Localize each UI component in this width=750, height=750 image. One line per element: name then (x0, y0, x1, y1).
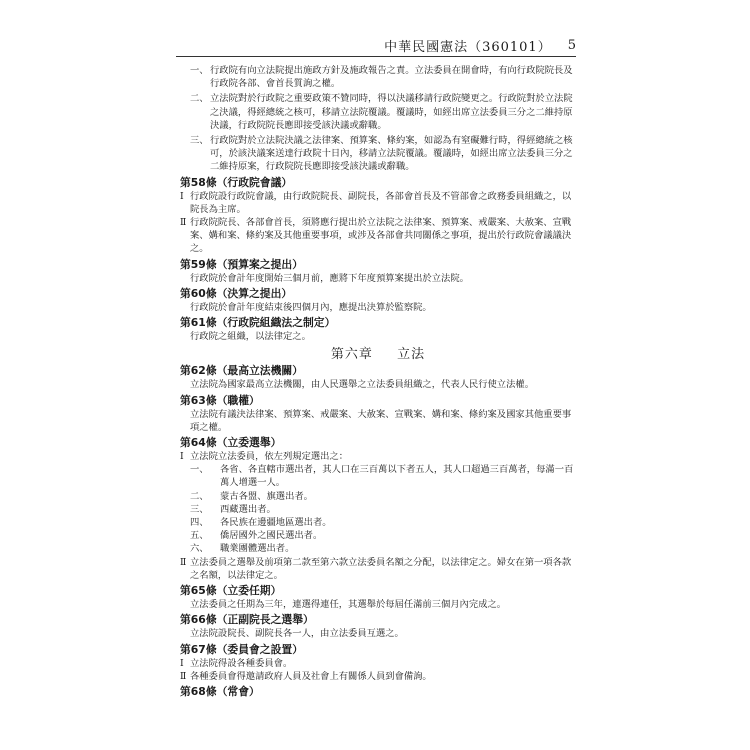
page-number: 5 (567, 37, 576, 53)
list-item (180, 542, 576, 555)
article-65-text: 立法委員之任期為三年，連選得連任，其選舉於每屆任滿前三個月內完成之。 (190, 599, 507, 611)
page-header (176, 34, 576, 57)
chapter-heading (180, 348, 576, 361)
article-63-text: 立法院有議決法律案、預算案、戒嚴案、大赦案、宣戰案、媾和案、條約案及國家其他重要事項之權。 (190, 408, 572, 433)
list-item (180, 92, 576, 132)
list-item (180, 463, 576, 489)
list-item (180, 516, 576, 529)
article-68-title: 第68條（常會） (180, 684, 260, 698)
paragraph-mark: Ⅰ (180, 451, 184, 463)
item-text: 各民族在邊疆地區選出者。 (220, 517, 332, 529)
paragraph-mark: Ⅱ (180, 217, 187, 229)
item-number: 一、 (190, 464, 209, 476)
article-59-title: 第59條（預算案之提出） (180, 257, 303, 271)
article-62-text: 立法院為國家最高立法機關，由人民選舉之立法委員組織之，代表人民行使立法權。 (190, 379, 534, 391)
paragraph-mark: Ⅰ (180, 657, 184, 669)
paragraph (180, 556, 576, 582)
item-number: 三、 (190, 135, 209, 147)
paragraph (180, 190, 576, 216)
item-text: 僑居國外之國民選出者。 (220, 530, 323, 542)
paragraph (180, 670, 576, 683)
article-63-title: 第63條（職權） (180, 393, 260, 407)
paragraph-text: 行政院院長、各部會首長，須將應行提出於立法院之法律案、預算案、戒嚴案、大赦案、宣戰案、媾和案、條約案及其他重要事項，或涉及各部會共同關係之事項，提出於行政院會議議決之。 (190, 217, 572, 255)
chapter-label: 第六章 (330, 347, 373, 363)
item-number: 五、 (190, 530, 209, 542)
paragraph (180, 216, 576, 256)
article-67-title: 第67條（委員會之設置） (180, 642, 303, 656)
paragraph (180, 450, 576, 463)
paragraph-text: 各種委員會得邀請政府人員及社會上有關係人員到會備詢。 (190, 670, 432, 682)
item-number: 六、 (190, 543, 209, 555)
item-text: 行政院對於立法院決議之法律案、預算案、條約案，如認為有窒礙難行時，得經總統之核可，於該決議案送達行政院十日內，移請立法院覆議。覆議時，如經出席立法委員三分之二維持原案，行政院院長應即接受該決議或辭職。 (210, 135, 573, 173)
article-60-title: 第60條（決算之提出） (180, 286, 293, 300)
header-title: 中華民國憲法（360101） (384, 39, 552, 55)
item-text: 蒙古各盟、旗選出者。 (220, 490, 313, 502)
article-65-title: 第65條（立委任期） (180, 584, 282, 598)
paragraph-text: 立法院立法委員，依左列規定選出之： (190, 451, 349, 463)
item-number: 二、 (190, 93, 209, 105)
list-item (180, 64, 576, 90)
list-item (180, 490, 576, 503)
list-item (180, 503, 576, 516)
list-item (180, 529, 576, 542)
paragraph-mark: Ⅰ (180, 190, 184, 202)
item-number: 四、 (190, 517, 209, 529)
chapter-name: 立法 (397, 347, 426, 363)
article-66-title: 第66條（正副院長之選舉） (180, 613, 314, 627)
item-number: 二、 (190, 490, 209, 502)
article-60-text: 行政院於會計年度結束後四個月內，應提出決算於監察院。 (190, 301, 432, 313)
article-61-title: 第61條（行政院組織法之制定） (180, 316, 336, 330)
article-66-text: 立法院設院長、副院長各一人，由立法委員互選之。 (190, 628, 404, 640)
paragraph-mark: Ⅱ (180, 670, 187, 682)
item-text: 立法院對於行政院之重要政策不贊同時，得以決議移請行政院變更之。行政院對於立法院之決議，得經總統之核可，移請立法院覆議。覆議時，如經出席立法委員三分之二維持原決議，行政院院長應即接受該決議或辭職。 (210, 93, 573, 131)
paragraph-text: 立法院得設各種委員會。 (190, 657, 293, 669)
paragraph-text: 行政院設行政院會議，由行政院院長、副院長，各部會首長及不管部會之政務委員組織之，以院長為主席。 (190, 190, 572, 215)
paragraph-mark: Ⅱ (180, 556, 187, 568)
item-text: 西藏選出者。 (220, 503, 276, 515)
paragraph-text: 立法委員之選舉及前項第二款至第六款立法委員名額之分配，以法律定之。婦女在第一項各款之名額，以法律定之。 (190, 556, 572, 581)
item-text: 行政院有向立法院提出施政方針及施政報告之責。立法委員在開會時，有向行政院院長及行政院各部、會首長質詢之權。 (210, 65, 573, 90)
article-58-title: 第58條（行政院會議） (180, 175, 293, 189)
item-number: 一、 (190, 65, 209, 76)
list-item (180, 134, 576, 174)
item-number: 三、 (190, 503, 209, 515)
item-text: 各省、各直轄市選出者，其人口在三百萬以下者五人，其人口超過三百萬者，每滿一百萬人增選一人。 (220, 464, 574, 489)
article-61-text: 行政院之組織，以法律定之。 (190, 331, 311, 343)
article-64-title: 第64條（立委選舉） (180, 436, 282, 450)
article-59-text: 行政院於會計年度開始三個月前，應將下年度預算案提出於立法院。 (190, 272, 469, 284)
article-62-title: 第62條（最高立法機關） (180, 364, 303, 378)
document-body (180, 64, 576, 699)
item-text: 職業團體選出者。 (220, 543, 295, 555)
article-57-items (180, 64, 576, 174)
paragraph (180, 657, 576, 670)
